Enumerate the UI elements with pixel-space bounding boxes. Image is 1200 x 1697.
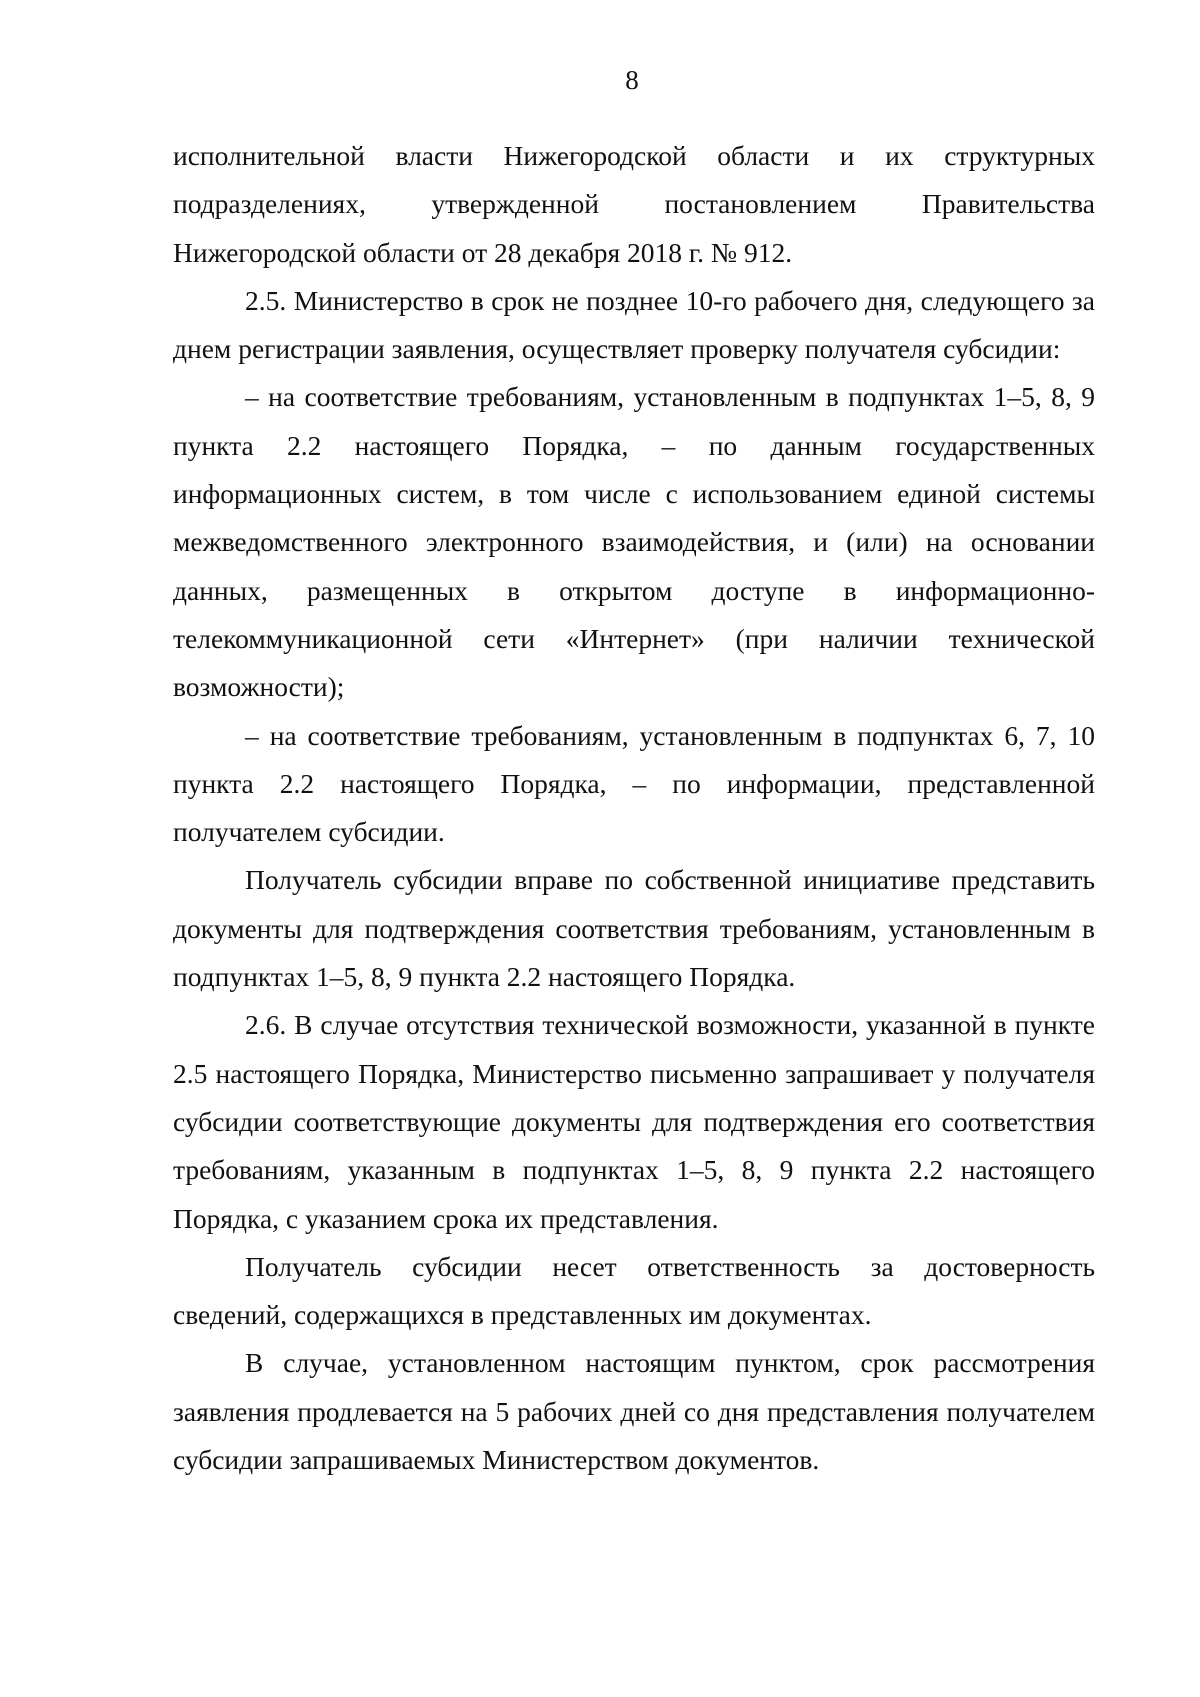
paragraph-recipient-right: Получатель субсидии вправе по собственной инициативе представить документы для подтверждения соответствия требованиям, установленным в подпунктах 1–5, 8, 9 пункта 2.2 настоящего Порядка.: [173, 864, 1095, 993]
paragraph-2-6: 2.6. В случае отсутствия технической возможности, указанной в пункте 2.5 настоящего Порядка, Министерство письменно запрашивает у получателя субсидии соответствующие документы для подтверждения его соответствия требованиям, указанным в подпунктах 1–5, 8, 9 пункта 2.2 настоящего Порядка, с указанием срока их представления.: [173, 1009, 1095, 1234]
document-body: [173, 132, 1095, 1484]
list-item-requirements-1: – на соответствие требованиям, установленным в подпунктах 1–5, 8, 9 пункта 2.2 настоящего Порядка, – по данным государственных информационных систем, в том числе с использованием единой системы межведомственного электронного взаимодействия, и (или) на основании данных, размещенных в открытом доступе в информационно-телекоммуникационной сети «Интернет» (при наличии технической возможности);: [173, 381, 1095, 703]
page-number: 8: [625, 65, 639, 95]
paragraph-recipient-responsibility: Получатель субсидии несет ответственность за достоверность сведений, содержащихся в представленных им документах.: [173, 1250, 1095, 1331]
paragraph-review-extension: В случае, установленном настоящим пунктом, срок рассмотрения заявления продлевается на 5 рабочих дней со дня представления получателем субсидии запрашиваемых Министерством документов.: [173, 1347, 1095, 1476]
list-item-requirements-2: – на соответствие требованиям, установленным в подпунктах 6, 7, 10 пункта 2.2 настоящего Порядка, – по информации, представленной получателем субсидии.: [173, 719, 1095, 848]
paragraph-2-5: 2.5. Министерство в срок не позднее 10-го рабочего дня, следующего за днем регистрации заявления, осуществляет проверку получателя субсидии:: [173, 284, 1095, 365]
paragraph-continuation: исполнительной власти Нижегородской области и их структурных подразделениях, утвержденной постановлением Правительства Нижегородской области от 28 декабря 2018 г. № 912.: [173, 140, 1095, 268]
